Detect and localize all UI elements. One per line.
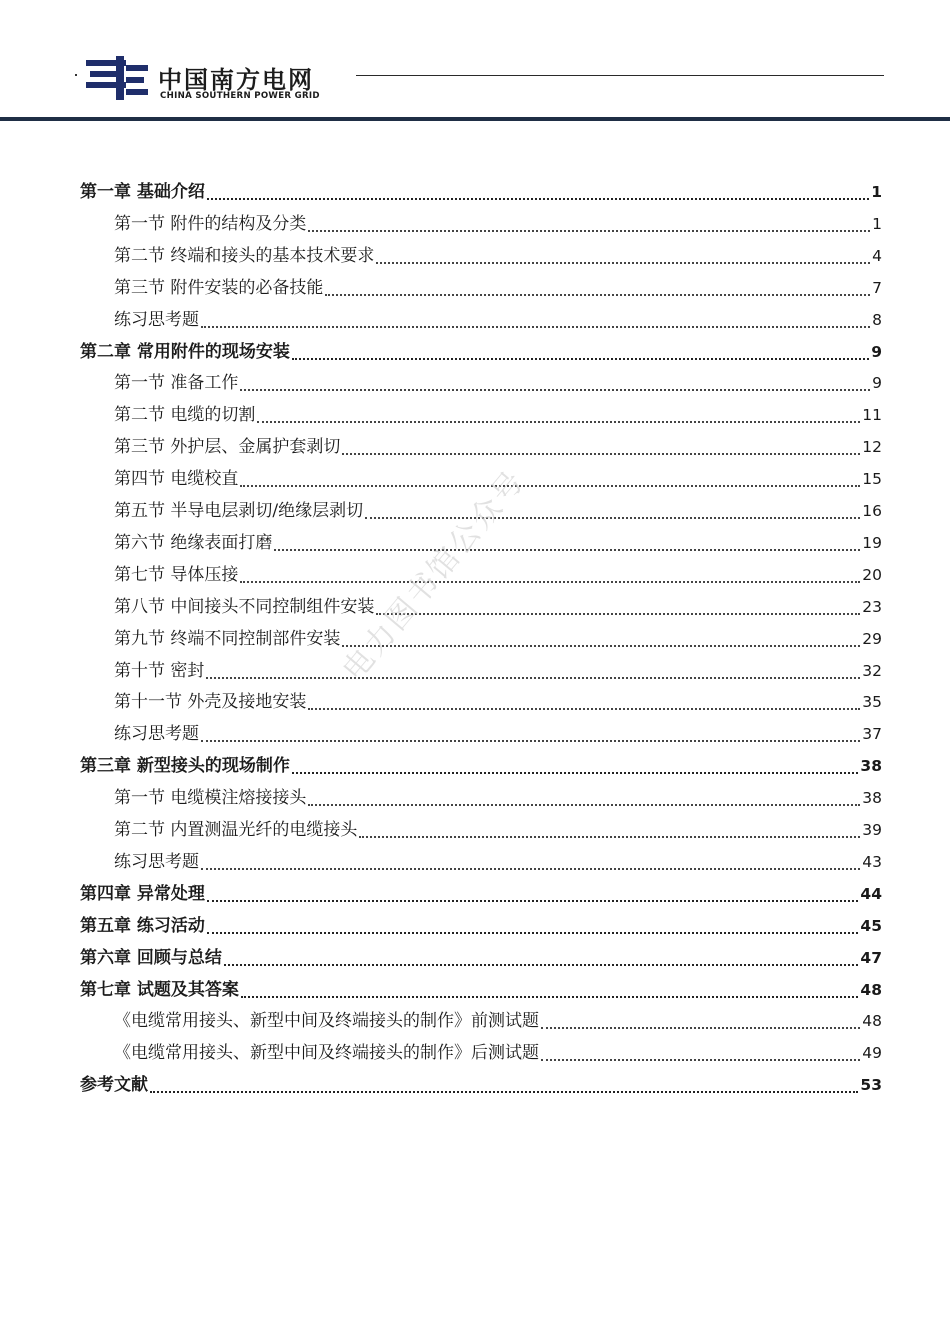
toc-section-entry[interactable] [114,688,882,716]
toc-entry-title: 《电缆常用接头、新型中间及终端接头的制作》后测试题 [114,1043,539,1064]
toc-entry-title: 第二节 终端和接头的基本技术要求 [114,245,375,266]
dot-leader [274,549,860,551]
toc-entry-page: 38 [862,789,882,808]
dot-leader [376,613,860,615]
toc-section-entry[interactable] [114,816,882,844]
toc-entry-page: 53 [860,1076,882,1095]
dot-leader [257,421,860,423]
dot-leader [541,1027,860,1029]
toc-section-entry[interactable] [114,369,882,397]
toc-entry-page: 1 [871,183,882,201]
toc-entry-title: 第四节 电缆校直 [114,469,239,490]
dot-leader [240,581,860,583]
dot-leader [365,517,860,519]
toc-entry-title: 第五章 练习活动 [80,915,205,936]
logo-chinese-text: 中国南方电网 [158,66,314,94]
dot-leader [207,932,859,934]
toc-section-entry[interactable] [114,625,882,653]
toc-entry-title: 第一章 基础介绍 [80,182,205,202]
toc-entry-title: 第十节 密封 [114,660,205,681]
toc-section-entry[interactable] [114,720,882,748]
dot-leader [240,389,870,391]
toc-section-entry[interactable] [114,593,882,621]
toc-entry-title: 《电缆常用接头、新型中间及终端接头的制作》前测试题 [114,1011,539,1032]
toc-section-entry[interactable] [114,306,882,334]
toc-entry-page: 16 [862,502,882,520]
dot-leader [240,485,860,487]
toc-entry-page: 37 [862,725,882,744]
toc-entry-title: 第三节 外护层、金属护套剥切 [114,437,341,458]
header-divider [356,75,884,76]
toc-entry-page: 8 [872,310,882,329]
toc-entry-page: 45 [860,916,882,935]
toc-entry-page: 11 [862,406,882,425]
toc-section-entry[interactable] [114,210,882,238]
toc-entry-title: 第二章 常用附件的现场安装 [80,341,290,362]
dot-leader [201,326,870,328]
toc-entry-title: 练习思考题 [114,309,199,330]
toc-chapter-entry[interactable] [80,752,882,780]
toc-chapter-entry[interactable] [80,976,882,1004]
toc-entry-title: 第七章 试题及其答案 [80,979,239,1000]
toc-entry-title: 第六节 绝缘表面打磨 [114,532,273,553]
toc-section-entry[interactable] [114,497,882,525]
toc-chapter-entry[interactable] [80,944,882,972]
toc-section-entry[interactable] [114,401,882,429]
toc-section-entry[interactable] [114,784,882,812]
toc-section-entry[interactable] [114,848,882,876]
dot-leader [207,900,859,902]
toc-section-entry[interactable] [114,274,882,302]
toc-entry-page: 49 [862,1044,882,1063]
toc-entry-title: 参考文献 [80,1075,148,1096]
toc-entry-page: 1 [872,214,882,233]
toc-entry-title: 第八节 中间接头不同控制组件安装 [114,596,375,617]
toc-section-entry[interactable] [114,465,882,493]
toc-section-entry[interactable] [114,242,882,270]
toc-entry-page: 29 [862,629,882,648]
toc-entry-title: 第一节 准备工作 [114,373,239,394]
toc-section-entry[interactable] [114,433,882,461]
toc-entry-title: 第三节 附件安装的必备技能 [114,277,324,298]
toc-section-entry[interactable] [114,1039,882,1067]
toc-entry-title: 第二节 内置测温光纤的电缆接头 [114,820,358,840]
dot-leader [150,1091,858,1093]
toc-entry-page: 7 [872,278,882,297]
toc-entry-page: 44 [860,884,882,903]
toc-section-entry[interactable] [114,1007,882,1035]
toc-entry-page: 12 [862,438,882,457]
dot-leader [224,964,859,966]
header-dot [75,74,77,76]
toc-entry-title: 第一节 电缆模注熔接接头 [114,788,307,809]
toc-entry-title: 练习思考题 [114,851,199,872]
toc-entry-page: 32 [862,661,882,680]
toc-entry-title: 第一节 附件的结构及分类 [114,213,307,234]
toc-section-entry[interactable] [114,657,882,685]
toc-entry-page: 35 [862,693,882,712]
toc-entry-page: 48 [860,980,882,999]
toc-entry-title: 第十一节 外壳及接地安装 [114,692,307,713]
page-header [0,0,950,125]
toc-chapter-entry[interactable] [80,1071,882,1099]
toc-entry-page: 47 [860,948,882,967]
dot-leader [541,1059,860,1061]
toc-entry-page: 38 [860,757,882,776]
toc-chapter-entry[interactable] [80,880,882,908]
toc-entry-page: 9 [871,342,882,361]
dot-leader [325,294,870,296]
toc-entry-page: 20 [862,565,882,584]
dot-leader [376,262,870,264]
toc-entry-page: 9 [872,374,882,393]
toc-entry-page: 43 [862,852,882,871]
dot-leader [342,453,860,455]
toc-entry-page: 23 [862,597,882,616]
toc-entry-title: 练习思考题 [114,724,199,745]
dot-leader [308,708,860,710]
header-bar [0,117,950,121]
toc-chapter-entry[interactable] [80,178,882,206]
toc-entry-title: 第五节 半导电层剥切/绝缘层剥切 [114,501,364,521]
dot-leader [342,645,860,647]
logo-english-text: CHINA SOUTHERN POWER GRID [160,91,320,101]
toc-chapter-entry[interactable] [80,912,882,940]
dot-leader [308,230,870,232]
dot-leader [241,996,859,998]
dot-leader [201,868,860,870]
dot-leader [292,772,859,774]
toc-chapter-entry[interactable] [80,338,882,366]
toc-entry-page: 15 [862,470,882,489]
toc-entry-page: 48 [862,1012,882,1031]
toc-section-entry[interactable] [114,561,882,589]
toc-entry-page: 39 [862,821,882,839]
toc-entry-title: 第六章 回顾与总结 [80,947,222,968]
toc-entry-title: 第九节 终端不同控制部件安装 [114,628,341,649]
dot-leader [308,804,860,806]
toc-entry-title: 第七节 导体压接 [114,564,239,585]
dot-leader [359,836,860,838]
dot-leader [206,677,860,679]
toc-entry-title: 第三章 新型接头的现场制作 [80,756,290,777]
toc-entry-page: 19 [862,533,882,552]
toc-entry-title: 第二节 电缆的切割 [114,405,256,426]
toc-entry-title: 第四章 异常处理 [80,883,205,904]
dot-leader [292,358,869,360]
toc-entry-page: 4 [872,246,882,265]
csg-logo-icon [86,56,150,102]
watermark: 电力图书馆公众号 [336,462,533,688]
dot-leader [207,198,869,200]
toc-section-entry[interactable] [114,529,882,557]
dot-leader [201,740,860,742]
